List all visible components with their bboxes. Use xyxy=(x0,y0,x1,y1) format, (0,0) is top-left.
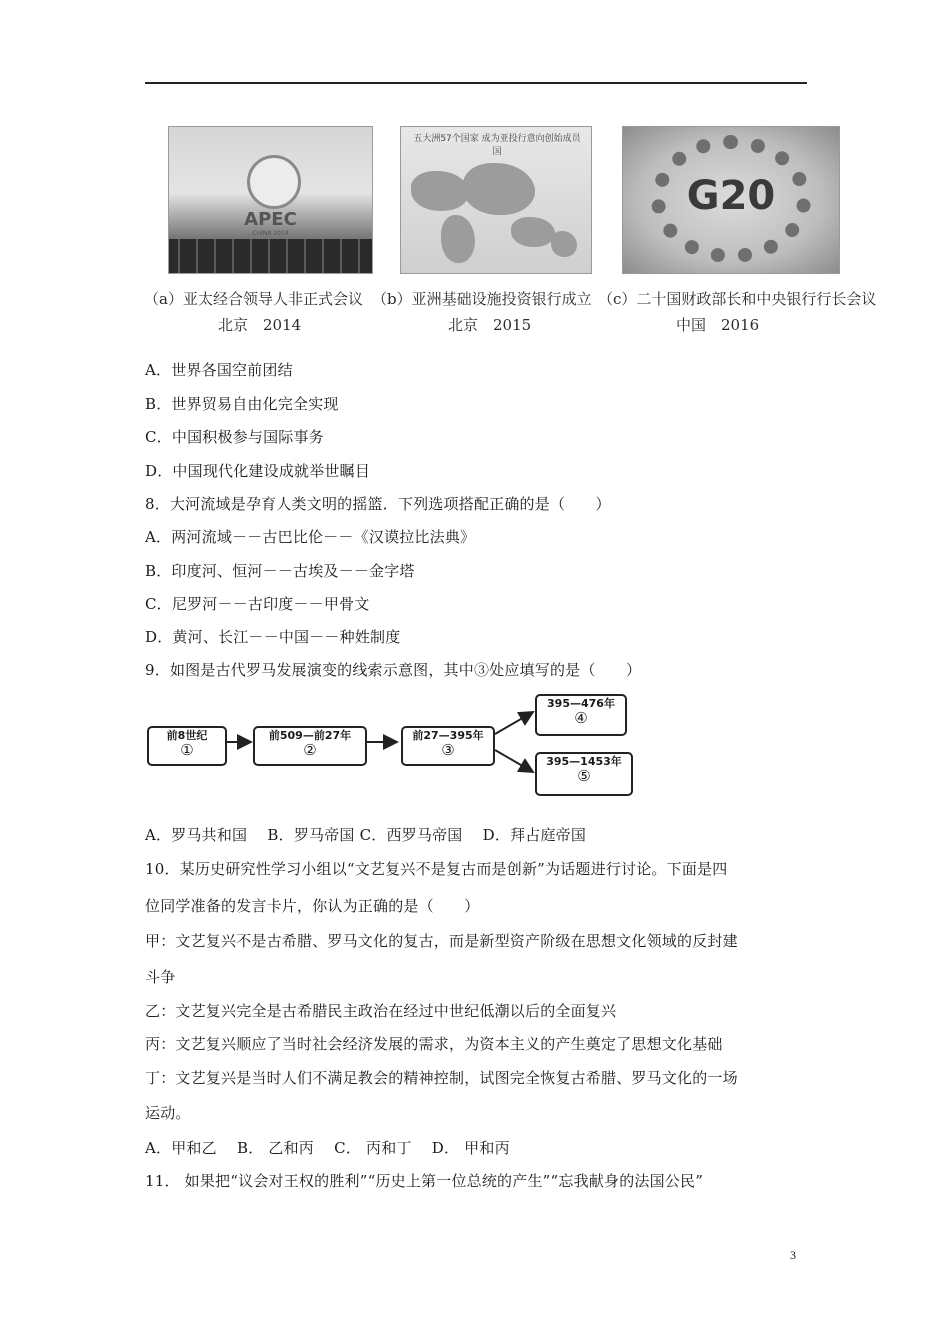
q10-yi: 乙：文艺复兴完全是古希腊民主政治在经过中世纪低潮以后的全面复兴 xyxy=(145,1002,617,1020)
q9-options: A．罗马共和国 B．罗马帝国 C．西罗马帝国 D．拜占庭帝国 xyxy=(145,826,587,844)
world-map-image xyxy=(411,171,469,211)
caption-a-place: 北京 2014 xyxy=(218,316,302,334)
timeline-box-3-num: ③ xyxy=(441,741,455,759)
page-number: 3 xyxy=(790,1248,796,1262)
q8-stem: 8．大河流域是孕育人类文明的摇篮．下列选项搭配正确的是（ ） xyxy=(145,495,611,513)
apec-logo-icon xyxy=(247,155,301,209)
q10-ding-line2: 运动。 xyxy=(145,1104,191,1122)
q7-option-a: A．世界各国空前团结 xyxy=(145,361,293,379)
caption-b-place: 北京 2015 xyxy=(448,316,532,334)
q10-options: A．甲和乙 B． 乙和丙 C． 丙和丁 D． 甲和丙 xyxy=(145,1139,510,1157)
g20-logo-text: G20 xyxy=(686,173,776,219)
timeline-box-4-num: ④ xyxy=(574,709,588,727)
q8-option-a: A．两河流域－－古巴比伦－－《汉谟拉比法典》 xyxy=(145,528,476,546)
q8-option-d: D．黄河、长江－－中国－－种姓制度 xyxy=(145,628,401,646)
aiib-map-photo xyxy=(400,126,592,274)
apec-logo-text: APEC xyxy=(244,209,297,230)
arrow-3-4 xyxy=(495,712,533,734)
q10-jia-line2: 斗争 xyxy=(145,968,176,986)
timeline-box-1-period: 前8世纪 xyxy=(166,729,208,742)
q10-stem-line1: 10．某历史研究性学习小组以“文艺复兴不是复古而是创新”为话题进行讨论。下面是四 xyxy=(145,860,728,878)
g20-photo xyxy=(622,126,840,274)
q7-option-c: C．中国积极参与国际事务 xyxy=(145,428,324,446)
q10-stem-line2: 位同学准备的发言卡片，你认为正确的是（ ） xyxy=(145,897,480,915)
q7-option-d: D．中国现代化建设成就举世瞩目 xyxy=(145,462,371,480)
leaders-group-image xyxy=(169,239,372,273)
q10-ding-line1: 丁：文艺复兴是当时人们不满足教会的精神控制，试图完全恢复古希腊、罗马文化的一场 xyxy=(145,1069,738,1087)
timeline-box-4 xyxy=(535,694,627,736)
apec-logo-sub: CHINA 2014 xyxy=(252,230,289,237)
caption-b-label: （b）亚洲基础设施投资银行成立 xyxy=(372,290,592,308)
header-rule xyxy=(145,82,807,84)
timeline-box-3 xyxy=(401,726,495,766)
timeline-box-5-num: ⑤ xyxy=(577,767,591,785)
arrow-3-5 xyxy=(495,750,533,772)
q8-option-b: B．印度河、恒河－－古埃及－－金字塔 xyxy=(145,562,415,580)
timeline-box-2-period: 前509—前27年 xyxy=(268,729,352,742)
q11-stem: 11． 如果把“议会对王权的胜利”“历史上第一位总统的产生”“忘我献身的法国公民” xyxy=(145,1172,704,1190)
apec-photo xyxy=(168,126,373,274)
q10-jia-line1: 甲：文艺复兴不是古希腊、罗马文化的复古，而是新型资产阶级在思想文化领域的反封建 xyxy=(145,932,738,950)
timeline-box-3-period: 前27—395年 xyxy=(412,729,484,742)
q8-option-c: C．尼罗河－－古印度－－甲骨文 xyxy=(145,595,370,613)
caption-c-place: 中国 2016 xyxy=(676,316,760,334)
caption-c-label: （c）二十国财政部长和中央银行行长会议 xyxy=(598,290,877,308)
timeline-box-5 xyxy=(535,752,633,796)
timeline-box-2 xyxy=(253,726,367,766)
rome-timeline-diagram xyxy=(145,690,645,800)
timeline-box-1-num: ① xyxy=(180,741,194,759)
timeline-box-2-num: ② xyxy=(303,741,317,759)
timeline-box-1 xyxy=(147,726,227,766)
q10-bing: 丙：文艺复兴顺应了当时社会经济发展的需求，为资本主义的产生奠定了思想文化基础 xyxy=(145,1035,723,1053)
timeline-box-4-period: 395—476年 xyxy=(547,697,615,710)
caption-a-label: （a）亚太经合领导人非正式会议 xyxy=(144,290,363,308)
timeline-box-5-period: 395—1453年 xyxy=(546,755,622,768)
aiib-map-title: 五大洲57个国家 成为亚投行意向创始成员国 xyxy=(413,134,581,157)
q7-option-b: B．世界贸易自由化完全实现 xyxy=(145,395,339,413)
q9-stem: 9．如图是古代罗马发展演变的线索示意图，其中③处应填写的是（ ） xyxy=(145,661,642,679)
